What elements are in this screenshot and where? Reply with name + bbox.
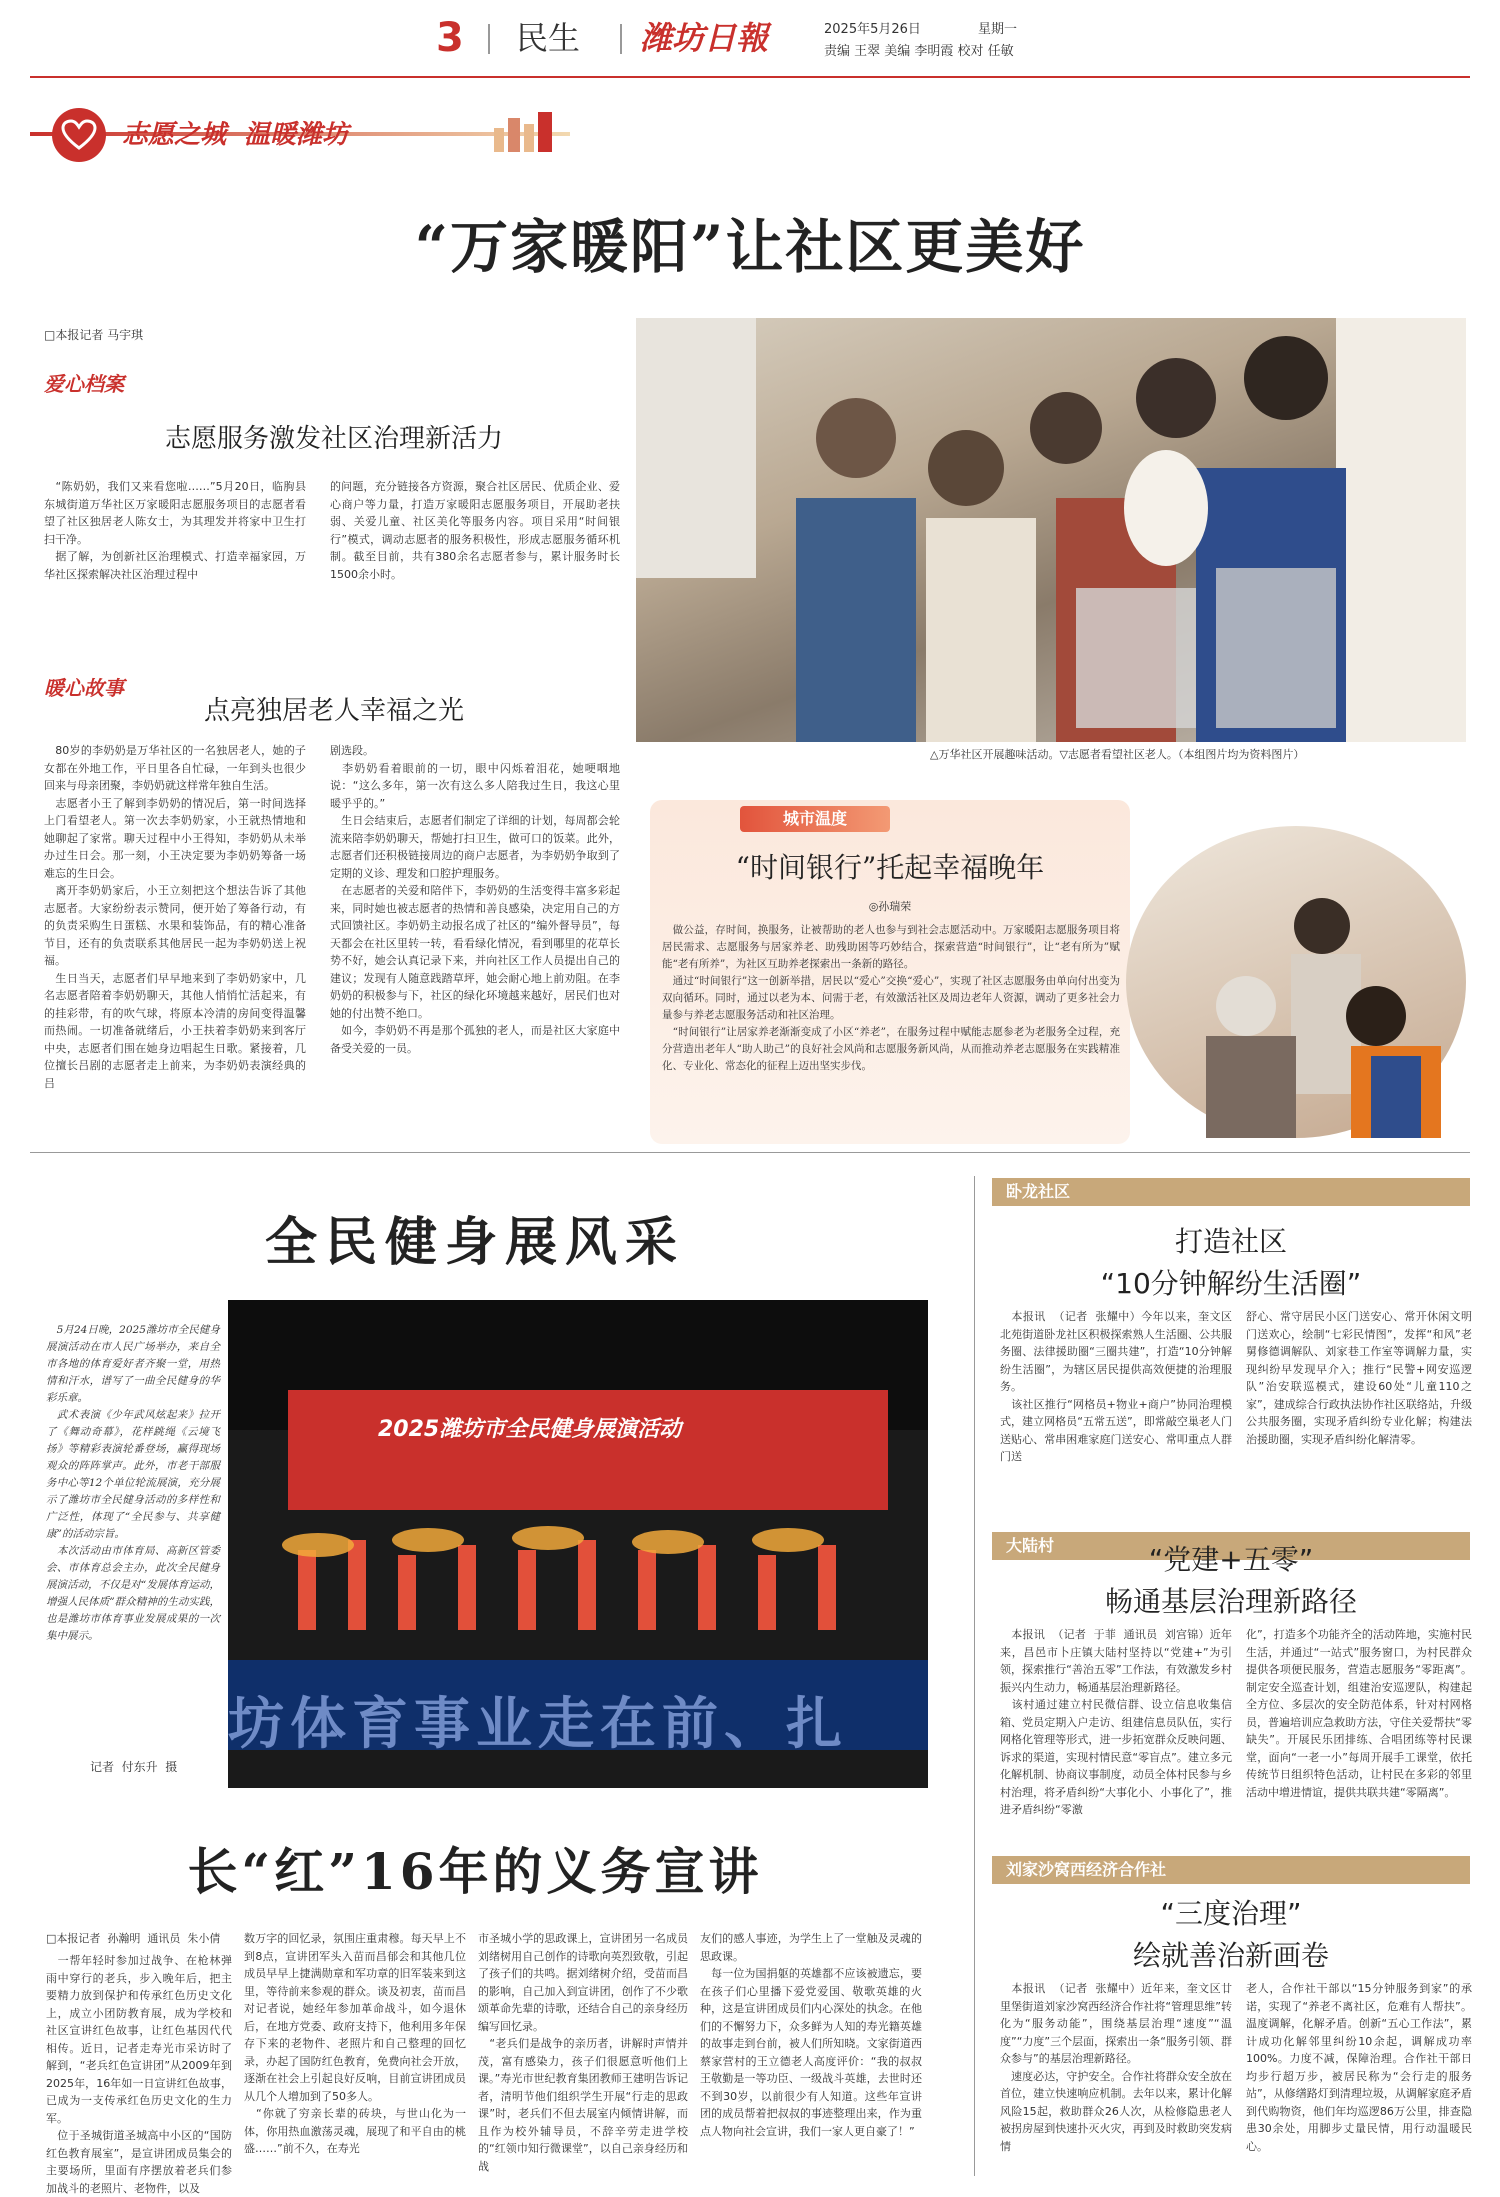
- banner-text: 志愿之城 温暖潍坊: [122, 120, 349, 150]
- sidebar-item-liujia-col1: 本报讯 （记者 张耀中）近年来，奎文区廿里堡街道刘家沙窝西经济合作社将“管理思维”转化为“服务动能”，围绕基层治理“速度”“温度”“力度”三个层面，探索出一条“服务引领、群众参与”的基层治理新路径。 速度必达，守护安全。合作社将群众安全放在首位，建立快速响应机制。去年以来，累计化解风险15起，救助群众26人次，从检修隐患老人被拐房屋到快速扑灭火灾，再到及时救助突发病情: [1000, 1982, 1232, 2153]
- sidebar-item-wolong-title1: 打造社区: [1174, 1225, 1287, 1258]
- stage-banner-text: 2025潍坊市全民健身展演活动: [378, 1417, 682, 1442]
- sidebar-item-wolong-col2: 舒心、常守居民小区门送安心、常开休闲文明门送欢心，绘制“七彩民情图”，发挥“和风”老舅修德调解队、刘家巷工作室等调解力量，实现纠纷早发现早介入；推行“民警+网安巡逻队”治安联巡模式，建设60处“儿童110之家”，建成综合行政执法协作社区联络站，升级公共服务圈，实现矛盾纠纷专业化解；构建法治援助圈，实现矛盾纠纷化解清零。: [1246, 1310, 1472, 1446]
- issue-date: 2025年5月26日: [824, 22, 921, 37]
- masthead-logo: 潍坊日報: [640, 19, 769, 57]
- fitness-photo-credit: 记者 付东升 摄: [90, 1760, 178, 1774]
- sidebar-item-liujia-col2: 老人，合作社干部以“15分钟服务到家”的承诺，实现了“养老不离社区，危难有人帮扶”。温度调解，化解矛盾。创新“五心工作法”，累计成功化解邻里纠纷10余起，调解成功率100%。力度不减，保障治理。合作社干部日均步行超万步，被居民称为“会行走的服务站”，从修缮路灯到清理垃圾，从调解家庭矛盾到代购物资，他们年均巡逻86万公里，排查隐患30余处，用脚步丈量民情，用行动温暖民心。: [1246, 1982, 1472, 2153]
- sidebar-item-liujia-title2: 绘就善治新画卷: [1132, 1939, 1329, 1972]
- heart-logo-icon: [52, 108, 106, 162]
- sidebar-item-liujia-label: 刘家沙窝西经济合作社: [992, 1856, 1470, 1884]
- sidebar-item-dalu-col1: 本报讯 （记者 于菲 通讯员 刘宫锦）近年来，昌邑市卜庄镇大陆村坚持以“党建+”为引领，探索推行“善治五零”工作法，有效激发乡村振兴内生动力，畅通基层治理新路径。 该村通过建立村民微信群、设立信息收集信箱、党员定期入户走访、组建信息员队伍，实行网格化管理等形式，进一步拓宽群众反映问题、诉求的渠道，实现村情民意“零盲点”。建立多元化解机制、协商议事制度，动员全体村民参与乡村治理，将矛盾纠纷“大事化小、小事化了”，推进矛盾纠纷“零激: [1000, 1628, 1232, 1816]
- timebank-byline: ◎孙瑞荣: [868, 900, 912, 913]
- fitness-headline: 全民健身展风采: [264, 1212, 685, 1273]
- tag-love-archive: 爱心档案: [44, 372, 124, 396]
- sidebar-item-dalu-label: 大陆村: [992, 1532, 1470, 1560]
- sidebar-item-wolong-label: 卧龙社区: [992, 1178, 1470, 1206]
- lead-photo-caption: △万华社区开展趣味活动。▽志愿者看望社区老人。（本组图片均为资料图片）: [930, 748, 1305, 761]
- header-divider: [488, 24, 490, 54]
- lecture-col2: 数万字的回忆录，氛围庄重肃穆。每天早上不到8点，宣讲团军头入苗而昌郁会和其他几位成员早早上捷满勋章和军功章的旧军装来到这里，等待前来参观的群众。谈及初衷，苗而昌对记者说，她经年参加革命战斗，如今退休后，在地方党委、政府支持下，他利用多年保存下来的老物件、老照片和自己整理的回忆录，办起了国防红色教育，免费向社会开放，逐渐在社会上引起良好反响，目前宣讲团成员从几个人增加到了50多人。 “你就了穷亲长辈的砖块，与世山化为一体，你用热血激荡灵魂，展现了和平自由的桃盛……”前不久，在寿光: [244, 1932, 466, 2155]
- timebank-tag: 城市温度: [740, 806, 890, 832]
- story-col1: 80岁的李奶奶是万华社区的一名独居老人，她的子女都在外地工作，平日里各自忙碌，一年到头也很少回来与母亲团聚，李奶奶就这样常年独自生活。 志愿者小王了解到李奶奶的情况后，第一时间选择上门看望老人。第一次去李奶奶家，小王就热情地和她聊起了家常。聊天过程中小王得知，李奶奶从未举办过生日会。那一刻，小王决定要为李奶奶筹备一场难忘的生日会。 离开李奶奶家后，小王立刻把这个想法告诉了其他志愿者。大家纷纷表示赞同，便开始了筹备行动，有的负责采购生日蛋糕、水果和装饰品，有的精心准备节目，还有的负责联系其他居民一起为李奶奶送上祝福。 生日当天，志愿者们早早地来到了李奶奶家中，几名志愿者陪着李奶奶聊天，其他人悄悄忙活起来，有的挂彩带，有的吹气球，将原本冷清的房间变得温馨而热闹。一切准备就绪后，小王扶着李奶奶来到客厅中央，志愿者们围在她身边唱起生日歌。紧接着，几位擅长吕剧的志愿者走上前来，为李奶奶表演经典的吕: [44, 744, 306, 1090]
- issue-weekday: 星期一: [978, 22, 1018, 37]
- stage-slogan-text: 坊体育事业走在前、扎: [228, 1692, 848, 1757]
- sidebar-item-dalu-title1: “党建+五零”: [1148, 1543, 1314, 1576]
- subhead-volunteer: 志愿服务激发社区治理新活力: [164, 424, 503, 454]
- rail-divider: [974, 1176, 975, 2176]
- lead-byline: □本报记者 马宇琪: [44, 328, 144, 342]
- story-col2: 剧选段。 李奶奶看着眼前的一切，眼中闪烁着泪花，她哽咽地说：“这么多年，第一次有这么多人陪我过生日，我这心里暖乎乎的。” 生日会结束后，志愿者们制定了详细的计划，每周都会轮流来陪李奶奶聊天，帮她打扫卫生，做可口的饭菜。此外，志愿者们还积极链接周边的商户志愿者，为李奶奶争取到了定期的义诊、理发和口腔护理服务。 在志愿者的关爱和陪伴下，李奶奶的生活变得丰富多彩起来，同时她也被志愿者的热情和善良感染，决定用自己的方式回馈社区。李奶奶主动报名成了社区的“编外督导员”，每天都会在社区里转一转，看看绿化情况，看到哪里的花草长势不好，她会认真记录下来，并向社区工作人员提出自己的建议；发现有人随意践踏草坪，她会耐心地上前劝阻。在李奶奶的积极参与下，社区的绿化环境越来越好，居民们也对她的付出赞不绝口。 如今，李奶奶不再是那个孤独的老人，而是社区大家庭中备受关爱的一员。: [330, 744, 620, 1055]
- lecture-col1: 一帮年轻时参加过战争、在枪林弹雨中穿行的老兵，步入晚年后，把主要精力放到保护和传承红色历史文化上，成立小团防教育展，成为学校和社区宣讲红色故事，让红色基因代代相传。近日，记者走寿光市采访时了解到，“老兵红色宣讲团”从2009年到2025年，16年如一日宣讲红色故事，已成为一支传承红色历史文化的生力军。 位于圣城街道圣城高中小区的“国防红色教育展室”，是宣讲团成员集会的主要场所，里面有序摆放着老兵们参加战斗的老照片、老物件，以及: [46, 1954, 232, 2195]
- banner: [30, 104, 570, 164]
- community-activity-photo: [636, 318, 1466, 742]
- lecture-byline: □本报记者 孙瀚明 通讯员 朱小倩: [46, 1932, 221, 1945]
- sidebar-item-dalu-col2: 化”，打造多个功能齐全的活动阵地，实施村民生活，并通过“一站式”服务窗口，为村民群众提供各项便民服务，营造志愿服务“零距离”。制定安全巡查计划，组建治安巡逻队，构建起全方位、多层次的安全防范体系，针对村网格员，普遍培训应急救助方法，守住关爱帮扶“零缺失”。开展民乐团排练、合唱团练等村民课堂，面向“一老一小”每周开展手工课堂，依托传统节日组织特色活动，让村民在多彩的邻里活动中增进情谊，提供共联共建“零隔离”。: [1246, 1628, 1472, 1799]
- section-divider: [30, 1152, 1470, 1153]
- lecture-col3: 市圣城小学的思政课上，宣讲团另一名成员刘绪树用自己创作的诗歌向英烈致敬，引起了孩子们的共鸣。据刘绪树介绍，受苗而昌的影响，自己加入到宣讲团，创作了不少歌颂革命先辈的诗歌，还结合自己的亲身经历编写回忆录。 “老兵们是战争的亲历者，讲解时声情并茂，富有感染力，孩子们很愿意听他们上课。”寿光市世纪教育集团教师王建明告诉记者，清明节他们组织学生开展“行走的思政课”时，老兵们不但去展室内倾情讲解，而且作为校外辅导员，不辞辛劳走进学校的“红领巾知行微课堂”，以自己亲身经历和战: [478, 1932, 688, 2173]
- timebank-title: “时间银行”托起幸福晚年: [735, 851, 1045, 884]
- timebank-text: 做公益，存时间，换服务，让被帮助的老人也参与到社会志愿活动中。万家暖阳志愿服务项目将居民需求、志愿服务与居家养老、助残助困等巧妙结合，探索营造“时间银行”，让“老有所为”赋能“老有所养”，为社区互助养老探索出一条新的路径。 通过“时间银行”这一创新举措，居民以“爱心”交换“爱心”，实现了社区志愿服务由单向付出变为双向循环。同时，通过以老为本、问需于老，有效激活社区及周边老年人资源，调动了更多社会力量参与养老志愿服务活动和社区治理。 “时间银行”让居家养老渐渐变成了小区“养老”，在服务过程中赋能志愿参老为老服务全过程，充分营造出老年人“助人助己”的良好社会风尚和志愿服务新风尚，从而推动养老志愿服务在实践精准化、专业化、常态化的征程上迈出坚实步伐。: [662, 924, 1120, 1072]
- sidebar-item-wolong-col1: 本报讯 （记者 张耀中）今年以来，奎文区北苑街道卧龙社区积极探索熟人生活圈、公共服务圈、法律援助圈“三圈共建”，打造“10分钟解纷生活圈”，为辖区居民提供高效便捷的治理服务。 该社区推行“网格员+物业+商户”协同治理模式，建立网格员“五常五送”，即常敲空巢老人门送贴心、常串困难家庭门送安心、常叩重点人群门送: [1000, 1310, 1232, 1463]
- sidebar-item-liujia-title1: “三度治理”: [1160, 1897, 1302, 1930]
- lecture-headline: 长“红”16年的义务宣讲: [187, 1842, 763, 1901]
- header-divider: [620, 24, 622, 54]
- tag-warm-story: 暖心故事: [44, 676, 124, 700]
- fitness-stage-photo: [228, 1300, 928, 1788]
- editor-credits: 责编 王翠 美编 李明霞 校对 任敏: [824, 44, 1014, 59]
- sidebar-item-dalu-title2: 畅通基层治理新路径: [1104, 1585, 1357, 1618]
- subhead-elderly: 点亮独居老人幸福之光: [203, 696, 464, 726]
- section-name: 民生: [516, 19, 581, 57]
- volunteer-visit-photo: [1126, 826, 1466, 1138]
- page-number: 3: [436, 15, 464, 61]
- lead-col1: “陈奶奶，我们又来看您啦……”5月20日，临朐县东城街道万华社区万家暖阳志愿服务项目的志愿者看望了社区独居老人陈女士，为其理发并将家中卫生打扫干净。 据了解，为创新社区治理模式、打造幸福家园，万华社区探索解决社区治理过程中: [44, 480, 306, 581]
- lead-headline: “万家暖阳”让社区更美好: [414, 213, 1086, 281]
- fitness-text: 5月24日晚，2025潍坊市全民健身展演活动在市人民广场举办，来自全市各地的体育爱好者齐聚一堂，用热情和汗水，谱写了一曲全民健身的华彩乐章。 武术表演《少年武风炫起来》拉开了《舞动奇幕》，花样跳绳《云境飞扬》等精彩表演轮番登场，赢得现场观众的阵阵掌声。此外，市老干部服务中心等12个单位轮流展演，充分展示了潍坊市全民健身活动的多样性和广泛性，体现了“全民参与、共享健康”的活动宗旨。 本次活动由市体育局、高新区管委会、市体育总会主办，此次全民健身展演活动，不仅是对“发展体育运动，增强人民体质”群众精神的生动实践，也是潍坊市体育事业发展成果的一次集中展示。: [46, 1324, 220, 1642]
- lead-col2: 的问题，充分链接各方资源，聚合社区居民、优质企业、爱心商户等力量，打造万家暖阳志愿服务项目，开展助老扶弱、关爱儿童、社区美化等服务内容。项目采用“时间银行”模式，调动志愿者的服务积极性，形成志愿服务循环机制。截至目前，共有380余名志愿者参与，累计服务时长1500余小时。: [330, 480, 620, 581]
- city-skyline-icon: [490, 110, 560, 152]
- lecture-col4: 友们的感人事迹，为学生上了一堂触及灵魂的思政课。 每一位为国捐躯的英雄都不应该被遗忘，要在孩子们心里播下爱党爱国、敬歌英雄的火种，这是宣讲团成员们内心深处的执念。在他们的不懈努力下，众多鲜为人知的寿光籍英雄的故事走到台前，被人们所知晓。文家街道西蔡家营村的王立德老人高度评价：“我的叔叔王敬勤是一等功臣、一级战斗英雄，去世时还不到30岁，以前很少有人知道。这些年宣讲团的成员帮着把叔叔的事迹整理出来，作为重点人物向社会宣讲，我们一家人更自豪了！”: [700, 1932, 922, 2138]
- sidebar-item-wolong-title2: “10分钟解纷生活圈”: [1100, 1267, 1362, 1300]
- header-rule: [30, 76, 1470, 78]
